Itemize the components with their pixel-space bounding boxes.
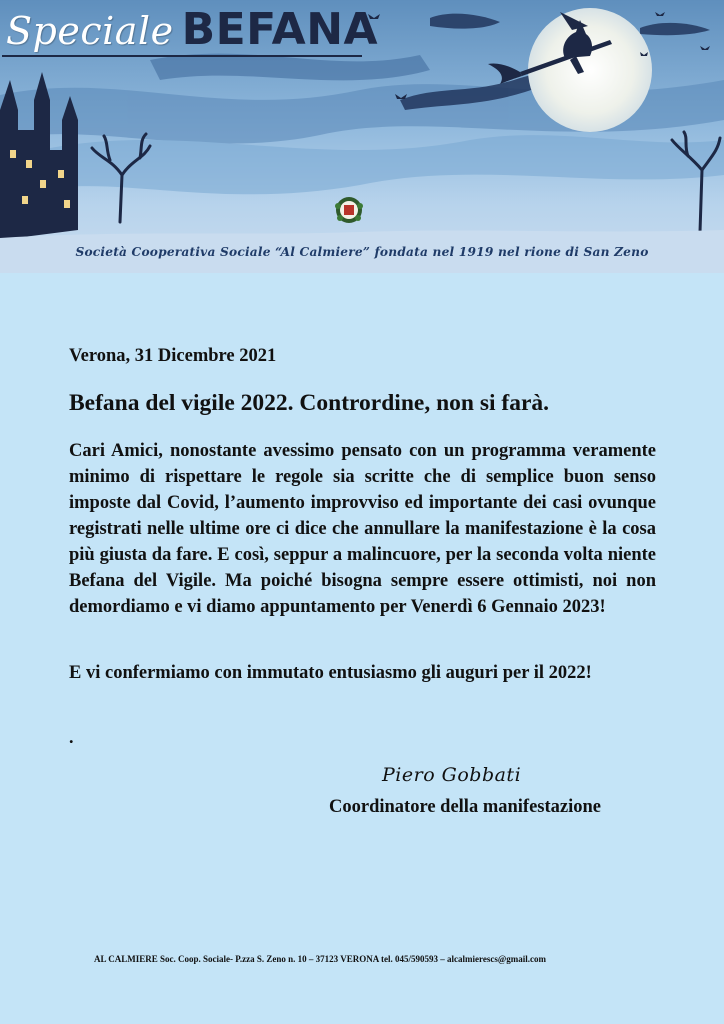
handwritten-signature: Piero Gobbati xyxy=(382,764,522,786)
header-banner xyxy=(0,0,724,273)
stray-dot: . xyxy=(69,727,74,747)
letter-headline: Befana del vigile 2022. Contrordine, non si farà. xyxy=(69,390,550,416)
letter-date: Verona, 31 Dicembre 2021 xyxy=(69,346,277,366)
title-befana: BEFANA xyxy=(181,4,379,55)
letter-body: Cari Amici, nonostante avessimo pensato con un programma veramente minimo di rispettare le regole sia scritte che di semplice buon senso imposte dal Covid, l’aumento improvviso ed importante dei casi ovunque registrati nelle ultime ore ci dice che annullare la manifestazione è la cosa più giusta da fare. E così, seppur a malincuore, per la seconda volta niente Befana del Vigile. Ma poiché bisogna sempre essere ottimisti, noi non demordiamo e vi diamo appuntamento per Venerdì 6 Gennaio 2023! xyxy=(69,441,656,617)
page-title xyxy=(6,4,379,55)
signer-role: Coordinatore della manifestazione xyxy=(329,797,601,817)
moon xyxy=(528,8,652,132)
title-speciale: Speciale xyxy=(6,9,174,53)
letter-closing: E vi confermiamo con immutato entusiasmo gli auguri per il 2022! xyxy=(69,663,592,683)
footer-contact: AL CALMIERE Soc. Coop. Sociale- P.zza S. Zeno n. 10 – 37123 VERONA tel. 045/590593 – alcalmierescs@gmail.com xyxy=(94,954,546,964)
cooperative-tagline: Società Cooperativa Sociale “Al Calmiere” fondata nel 1919 nel rione di San Zeno xyxy=(75,245,649,259)
